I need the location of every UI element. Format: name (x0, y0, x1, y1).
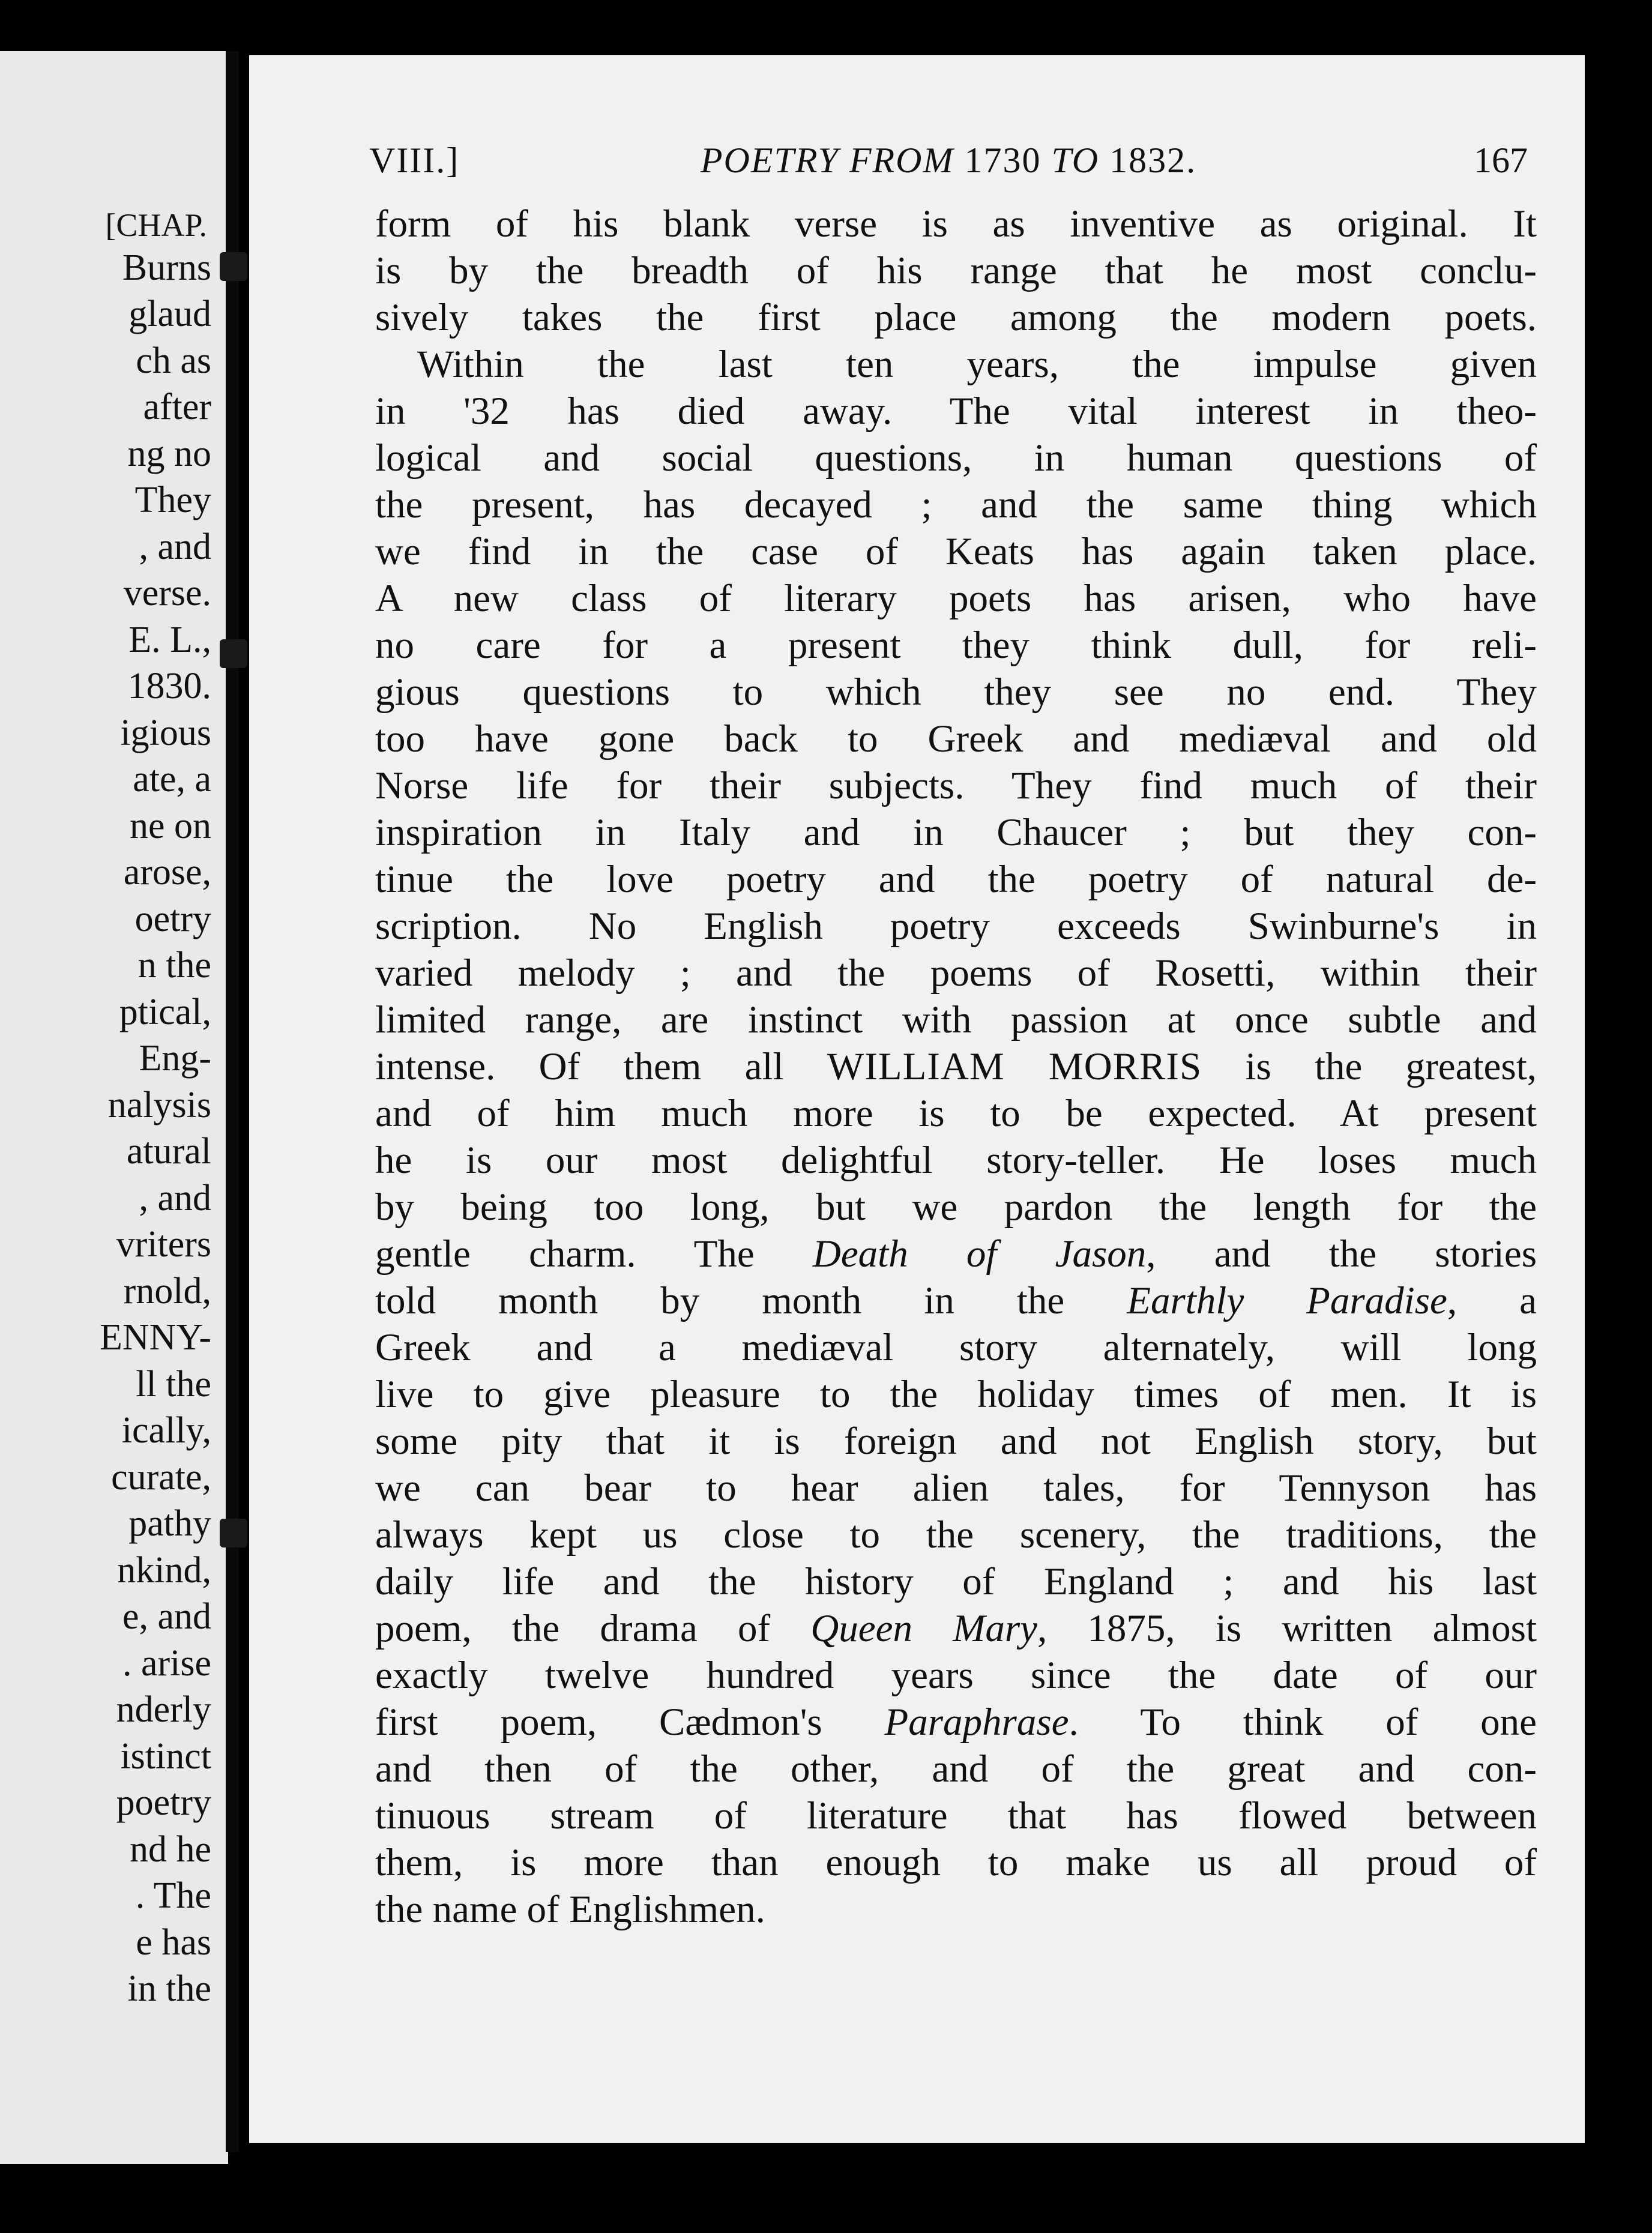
left-page-text-fragment: nderly (116, 1689, 211, 1730)
text-line (375, 341, 1537, 388)
text-line (375, 1465, 1537, 1511)
left-page-text-fragment: arose, (123, 852, 211, 893)
text-run: , a (1447, 1279, 1537, 1322)
text-line (375, 1090, 1537, 1137)
left-page-text-fragment: glaud (128, 294, 211, 334)
title-year-start: 1730 (964, 140, 1042, 180)
text-line (375, 435, 1537, 481)
text-line (375, 1746, 1537, 1792)
left-page-text-fragment: [CHAP. (105, 207, 207, 243)
left-page-text-fragment: after (143, 387, 211, 427)
left-page-text-fragment: nkind, (117, 1549, 211, 1591)
text-line (375, 1371, 1537, 1418)
left-page-text-fragment: ng no (127, 433, 211, 474)
book-page (249, 55, 1585, 2143)
text-line (375, 762, 1537, 809)
left-page-text-fragment: ne on (129, 805, 211, 846)
text-run: A new class of literary poets has arisen, who have (375, 577, 1537, 620)
text-line (375, 1511, 1537, 1558)
text-run: too have gone back to Greek and mediæval and old (375, 717, 1537, 761)
text-run: form of his blank verse is as inventive as original. It (375, 202, 1537, 246)
left-page-text-fragment: ch as (136, 340, 211, 381)
small-caps-name: WILLIAM MORRIS (827, 1045, 1202, 1088)
text-line (375, 1137, 1537, 1184)
running-header (369, 136, 1528, 184)
text-run: by being too long, but we pardon the length for the (375, 1186, 1537, 1229)
left-page-text-fragment: e has (136, 1921, 211, 1963)
left-page-text-fragment: , and (139, 526, 211, 567)
italic-title: Earthly Paradise (1127, 1279, 1447, 1322)
text-run: logical and social questions, in human questions of (375, 436, 1537, 480)
left-page-text-fragment: igious (120, 712, 211, 753)
text-line (375, 1231, 1537, 1277)
text-run: and then of the other, and of the great and con- (375, 1747, 1537, 1791)
text-line (375, 1839, 1537, 1886)
italic-title: Paraphrase (884, 1701, 1069, 1744)
text-run: . To think of one (1069, 1701, 1537, 1744)
text-run: gentle charm. The (375, 1232, 813, 1276)
text-line (375, 996, 1537, 1043)
text-line (375, 1558, 1537, 1605)
text-run: told month by month in the (375, 1279, 1127, 1322)
left-page-text-fragment: . arise (122, 1642, 211, 1684)
left-page-text-fragment: rnold, (123, 1270, 211, 1312)
text-run: scription. No English poetry exceeds Swinburne's in (375, 905, 1537, 948)
text-line (375, 1184, 1537, 1231)
text-line (375, 1652, 1537, 1699)
text-line (375, 1043, 1537, 1090)
text-run: he is our most delightful story-teller. He loses much (375, 1139, 1537, 1182)
binding-clip (220, 252, 247, 281)
text-run: limited range, are instinct with passion at once subtle and (375, 998, 1537, 1041)
text-run: tinuous stream of literature that has flowed between (375, 1794, 1537, 1837)
text-run: the present, has decayed ; and the same thing which (375, 483, 1537, 526)
text-run: we find in the case of Keats has again taken place. (375, 530, 1537, 573)
left-page-text-fragment: istinct (120, 1735, 211, 1777)
text-run: we can bear to hear alien tales, for Tennyson has (375, 1466, 1537, 1510)
text-run: Greek and a mediæval story alternately, will long (375, 1326, 1537, 1369)
text-run: always kept us close to the scenery, the traditions, the (375, 1513, 1537, 1556)
text-run: first poem, Cædmon's (375, 1701, 885, 1744)
title-year-end: 1832. (1109, 140, 1197, 180)
running-title (369, 136, 1528, 184)
left-page-text-fragment: . The (135, 1875, 211, 1916)
text-line (375, 1792, 1537, 1839)
left-page-text-fragment: They (134, 480, 211, 520)
text-line (375, 716, 1537, 762)
left-page-text-fragment: poetry (116, 1782, 211, 1823)
text-run: the name of Englishmen. (375, 1888, 765, 1931)
text-line (375, 294, 1537, 341)
left-page-text-fragment: nalysis (107, 1084, 211, 1126)
text-line (375, 950, 1537, 996)
italic-title: Queen Mary (810, 1607, 1037, 1650)
left-page-text-fragment: ptical, (119, 991, 211, 1032)
text-run: and of him much more is to be expected. At present (375, 1092, 1537, 1135)
page-gutter (226, 51, 239, 2152)
left-page-text-fragment: E. L., (128, 619, 211, 660)
left-page-text-fragment: curate, (111, 1456, 211, 1498)
text-line (375, 1699, 1537, 1746)
text-line (375, 1324, 1537, 1371)
left-page-text-fragment: n the (137, 945, 211, 986)
text-run: , and the stories (1146, 1232, 1537, 1276)
text-line (375, 809, 1537, 856)
text-line (375, 622, 1537, 669)
text-run: varied melody ; and the poems of Rosetti, within their (375, 951, 1537, 995)
text-line (375, 247, 1537, 294)
text-run: no care for a present they think dull, for reli- (375, 624, 1537, 667)
text-run: Within the last ten years, the impulse given (417, 343, 1537, 386)
left-page-text-fragment: pathy (128, 1503, 211, 1544)
left-page-text-fragment: , and (139, 1177, 211, 1219)
left-page-text-fragment: atural (126, 1131, 211, 1172)
text-run: them, is more than enough to make us all proud of (375, 1841, 1537, 1884)
text-run: live to give pleasure to the holiday times of men. It is (375, 1373, 1537, 1416)
left-page-text-fragment: e, and (122, 1596, 211, 1637)
page-number: 167 (1474, 140, 1528, 180)
text-run: is by the breadth of his range that he most conclu- (375, 249, 1537, 292)
text-run: intense. Of them all (375, 1045, 827, 1088)
left-page-fragment (0, 51, 228, 2164)
text-run: , 1875, is written almost (1037, 1607, 1537, 1650)
text-run: Norse life for their subjects. They find much of their (375, 764, 1537, 807)
left-page-text-fragment: 1830. (127, 666, 211, 707)
text-line (375, 1418, 1537, 1465)
italic-title: Death of Jason (812, 1232, 1147, 1276)
left-page-text-fragment: oetry (134, 898, 211, 939)
left-page-text-fragment: ically, (121, 1410, 211, 1451)
text-run: poem, the drama of (375, 1607, 811, 1650)
text-line (375, 1277, 1537, 1324)
text-run: daily life and the history of England ; and his last (375, 1560, 1537, 1603)
text-line (375, 200, 1537, 247)
text-line (375, 669, 1537, 716)
left-page-text-fragment: verse. (123, 573, 211, 613)
text-run: is the greatest, (1202, 1045, 1537, 1088)
left-page-text-fragment: ll the (136, 1363, 211, 1405)
text-run: inspiration in Italy and in Chaucer ; but they con- (375, 811, 1537, 854)
text-line (375, 856, 1537, 903)
binding-clip (220, 1519, 247, 1547)
title-part: TO (1041, 140, 1110, 180)
text-line (375, 388, 1537, 435)
left-page-text-fragment: ENNY- (100, 1317, 211, 1358)
left-page-text-fragment: nd he (129, 1828, 211, 1870)
body-text (375, 200, 1537, 1933)
binding-clip (220, 639, 247, 668)
left-page-text-fragment: Burns (122, 247, 211, 288)
left-page-text-fragment: vriters (116, 1224, 211, 1265)
text-run: exactly twelve hundred years since the date of our (375, 1654, 1537, 1697)
text-line (375, 1605, 1537, 1652)
left-page-text-fragment: ate, a (133, 759, 211, 800)
left-page-text-fragment: in the (127, 1968, 211, 2009)
text-line (375, 575, 1537, 622)
text-run: some pity that it is foreign and not English story, but (375, 1420, 1537, 1463)
text-line (375, 528, 1537, 575)
left-page-text-fragment: Eng- (139, 1038, 211, 1079)
text-line (375, 481, 1537, 528)
text-run: tinue the love poetry and the poetry of natural de- (375, 858, 1537, 901)
text-run: in '32 has died away. The vital interest in theo- (375, 390, 1537, 433)
chapter-marker: VIII.] (369, 140, 460, 180)
text-line (375, 1886, 1537, 1933)
text-run: gious questions to which they see no end. They (375, 671, 1537, 714)
text-run: sively takes the first place among the modern poets. (375, 296, 1537, 339)
title-part: POETRY FROM (700, 140, 965, 180)
text-line (375, 903, 1537, 950)
